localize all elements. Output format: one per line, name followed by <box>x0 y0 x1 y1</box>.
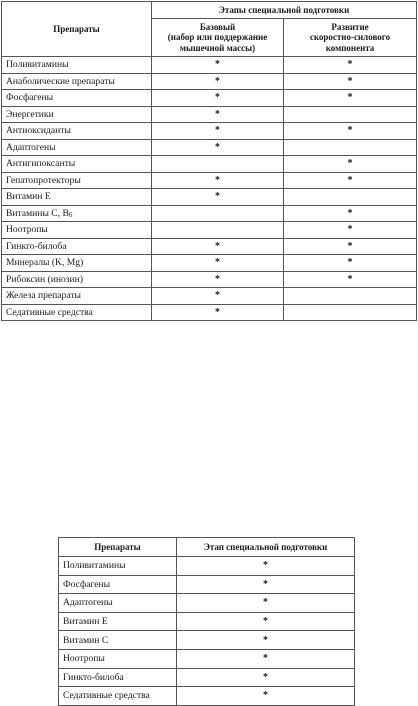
base-stage-mark: * <box>152 106 284 123</box>
table-row <box>59 687 355 706</box>
table-row <box>2 205 417 222</box>
base-stage-mark <box>152 156 284 173</box>
base-stage-mark: * <box>152 57 284 74</box>
speed-stage-mark <box>284 106 417 123</box>
table-row <box>2 139 417 156</box>
drug-name: Гинкто-билоба <box>59 668 177 687</box>
drug-name: Витамины C, $B_6$ <box>2 205 152 222</box>
drug-name: Седативные средства <box>2 304 152 321</box>
speed-stage-mark: * <box>284 222 417 239</box>
speed-stage-mark: * <box>284 123 417 140</box>
table-row <box>2 123 417 140</box>
base-stage-mark: * <box>152 172 284 189</box>
stage-mark: * <box>177 687 355 706</box>
speed-stage-mark: * <box>284 172 417 189</box>
drug-name: Витамин E <box>2 189 152 206</box>
drug-name: Энергетики <box>2 106 152 123</box>
speed-stage-mark: * <box>284 90 417 107</box>
drug-name: Витамин C <box>59 631 177 650</box>
table-row <box>2 238 417 255</box>
table2-body <box>59 557 355 706</box>
drug-name: Ноотропы <box>59 649 177 668</box>
header-stage-2: Этап специальной подготовки <box>177 538 355 557</box>
table-row <box>2 156 417 173</box>
table1-body <box>2 57 417 321</box>
table-row <box>2 106 417 123</box>
speed-stage-mark <box>284 304 417 321</box>
drug-name: Фосфагены <box>59 575 177 594</box>
base-stage-mark: * <box>152 123 284 140</box>
drug-name: Гепатопротекторы <box>2 172 152 189</box>
stage-mark: * <box>177 649 355 668</box>
table-row <box>59 668 355 687</box>
base-stage-mark: * <box>152 90 284 107</box>
supplements-table-stages <box>1 1 417 321</box>
speed-stage-mark: * <box>284 255 417 272</box>
drug-name: Железа препараты <box>2 288 152 305</box>
speed-stage-mark: * <box>284 238 417 255</box>
table-row <box>2 222 417 239</box>
drug-name: Рибоксин (инозин) <box>2 271 152 288</box>
header-speed-strength-stage: Развитие скоростно-силового компонента <box>284 19 417 57</box>
table-row <box>2 255 417 272</box>
speed-stage-mark: * <box>284 57 417 74</box>
base-stage-mark: * <box>152 288 284 305</box>
speed-stage-mark <box>284 189 417 206</box>
base-stage-mark: * <box>152 189 284 206</box>
table-row <box>2 271 417 288</box>
table-row <box>2 90 417 107</box>
drug-name: Поливитамины <box>2 57 152 74</box>
stage-mark: * <box>177 575 355 594</box>
drug-name: Фосфагены <box>2 90 152 107</box>
drug-name: Адаптогены <box>2 139 152 156</box>
table-row <box>2 288 417 305</box>
table-row <box>59 649 355 668</box>
base-stage-mark: * <box>152 304 284 321</box>
table-row <box>2 57 417 74</box>
table-row <box>59 612 355 631</box>
table-row <box>2 189 417 206</box>
header-stages: Этапы специальной подготовки <box>152 2 417 19</box>
stage-mark: * <box>177 668 355 687</box>
table-row <box>2 73 417 90</box>
table-row <box>59 631 355 650</box>
base-stage-mark: * <box>152 73 284 90</box>
speed-stage-mark: * <box>284 205 417 222</box>
drug-name: Антигипоксанты <box>2 156 152 173</box>
drug-name: Гинкго-билоба <box>2 238 152 255</box>
drug-name: Седативные средства <box>59 687 177 706</box>
table-row <box>59 575 355 594</box>
stage-mark: * <box>177 557 355 576</box>
drug-name: Витамин E <box>59 612 177 631</box>
base-stage-mark: * <box>152 238 284 255</box>
base-stage-mark <box>152 222 284 239</box>
header-base-stage: Базовый (набор или поддержание мышечной массы) <box>152 19 284 57</box>
speed-stage-mark: * <box>284 271 417 288</box>
table-row <box>59 557 355 576</box>
supplements-table-single-stage <box>58 537 355 706</box>
table-row <box>2 172 417 189</box>
speed-stage-mark <box>284 139 417 156</box>
table-row <box>2 304 417 321</box>
base-stage-mark <box>152 205 284 222</box>
base-stage-mark: * <box>152 139 284 156</box>
drug-name: Антиоксиданты <box>2 123 152 140</box>
speed-stage-mark <box>284 288 417 305</box>
speed-stage-mark: * <box>284 156 417 173</box>
speed-stage-mark: * <box>284 73 417 90</box>
stage-mark: * <box>177 631 355 650</box>
drug-name: Анаболические препараты <box>2 73 152 90</box>
table-row <box>59 594 355 613</box>
header-drugs-2: Препараты <box>59 538 177 557</box>
base-stage-mark: * <box>152 271 284 288</box>
drug-name: Ноотропы <box>2 222 152 239</box>
drug-name: Поливитамины <box>59 557 177 576</box>
stage-mark: * <box>177 612 355 631</box>
base-stage-mark: * <box>152 255 284 272</box>
drug-name: Минералы (K, Mg) <box>2 255 152 272</box>
drug-name: Адаптогены <box>59 594 177 613</box>
stage-mark: * <box>177 594 355 613</box>
header-drugs: Препараты <box>2 2 152 57</box>
